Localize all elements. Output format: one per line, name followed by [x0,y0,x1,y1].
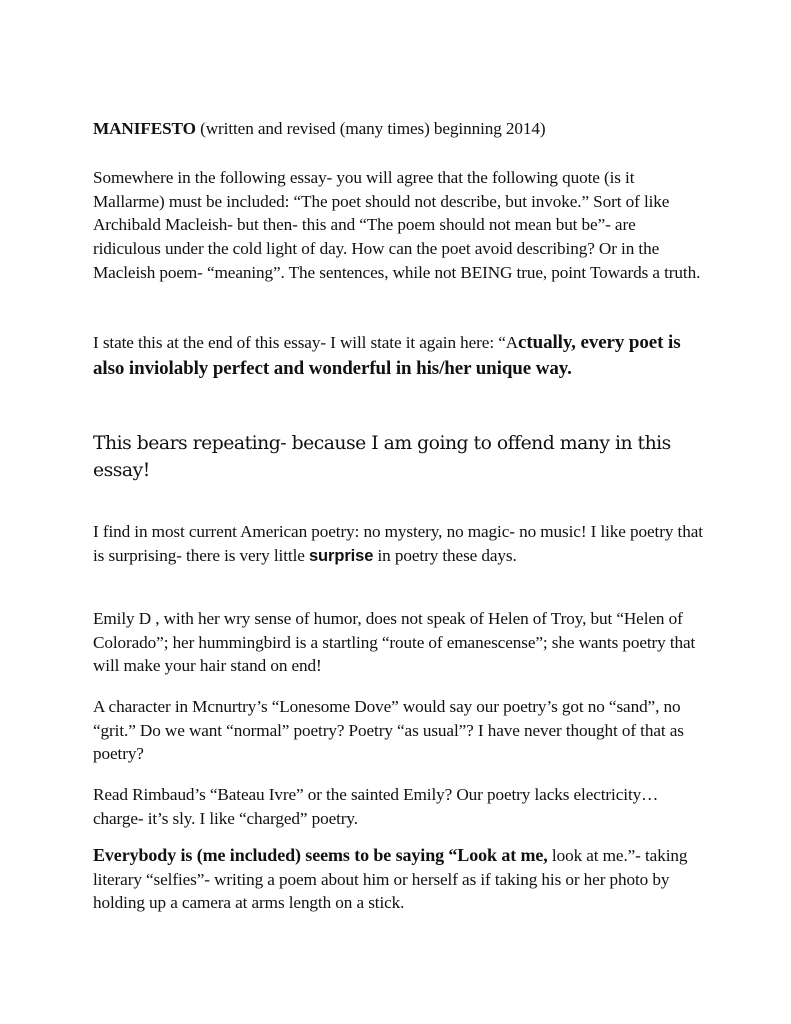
document-title [93,117,703,141]
american-poetry-end: in poetry these days. [373,545,517,565]
title-subtitle: (written and revised (many times) beginning 2014) [195,119,546,138]
paragraph-statement [93,330,703,382]
paragraph-rimbaud: Read Rimbaud’s “Bateau Ivre” or the sainted Emily? Our poetry lacks electricity…charge- it’s sly. I like “charged” poetry. [93,785,659,828]
title-bold: MANIFESTO [93,119,196,138]
statement-bold: ctually, every poet is also inviolably perfect and wonderful in his/her unique way. [93,332,681,379]
paragraph-mallarme: Somewhere in the following essay- you will agree that the following quote (is it Mallarme) must be included: “The poet should not describe, but invoke.” Sort of like Archibald Macleish- but then- this and “The poem should not mean but be”- are ridiculous under the cold light of day. How can the poet avoid describing? Or in the Macleish poem- “meaning”. The sentences, while not BEING true, point Towards a truth. [93,168,701,282]
paragraph-lonesome-dove: A character in Mcnurtry’s “Lonesome Dove” would say our poetry’s got no “sand”, no “grit.” Do we want “normal” poetry? Poetry “as usual”? I have never thought of that as poetry? [93,697,684,764]
american-poetry-text: I find in most current American poetry: no mystery, no magic- no music! I like poetry that is surprising- there is very little [93,522,703,565]
paragraph-emily: Emily D , with her wry sense of humor, does not speak of Helen of Troy, but “Helen of Colorado”; her hummingbird is a startling “route of emanescense”; she wants poetry that will make your hair stand on end! [93,609,696,676]
paragraph-repeating: This bears repeating- because I am going to offend many in this essay! [93,433,671,481]
paragraph-selfies [93,844,703,915]
surprise-word: surprise [308,546,374,565]
selfies-bold: Everybody is (me included) seems to be saying “Look at me, [93,845,548,865]
statement-intro: I state this at the end of this essay- I will state it again here: “A [93,333,519,352]
selfies-text: look at me.”- taking literary “selfies”- writing a poem about him or herself as if taking his or her photo by holding up a camera at arms length on a stick. [93,846,688,913]
paragraph-american-poetry [93,520,703,568]
